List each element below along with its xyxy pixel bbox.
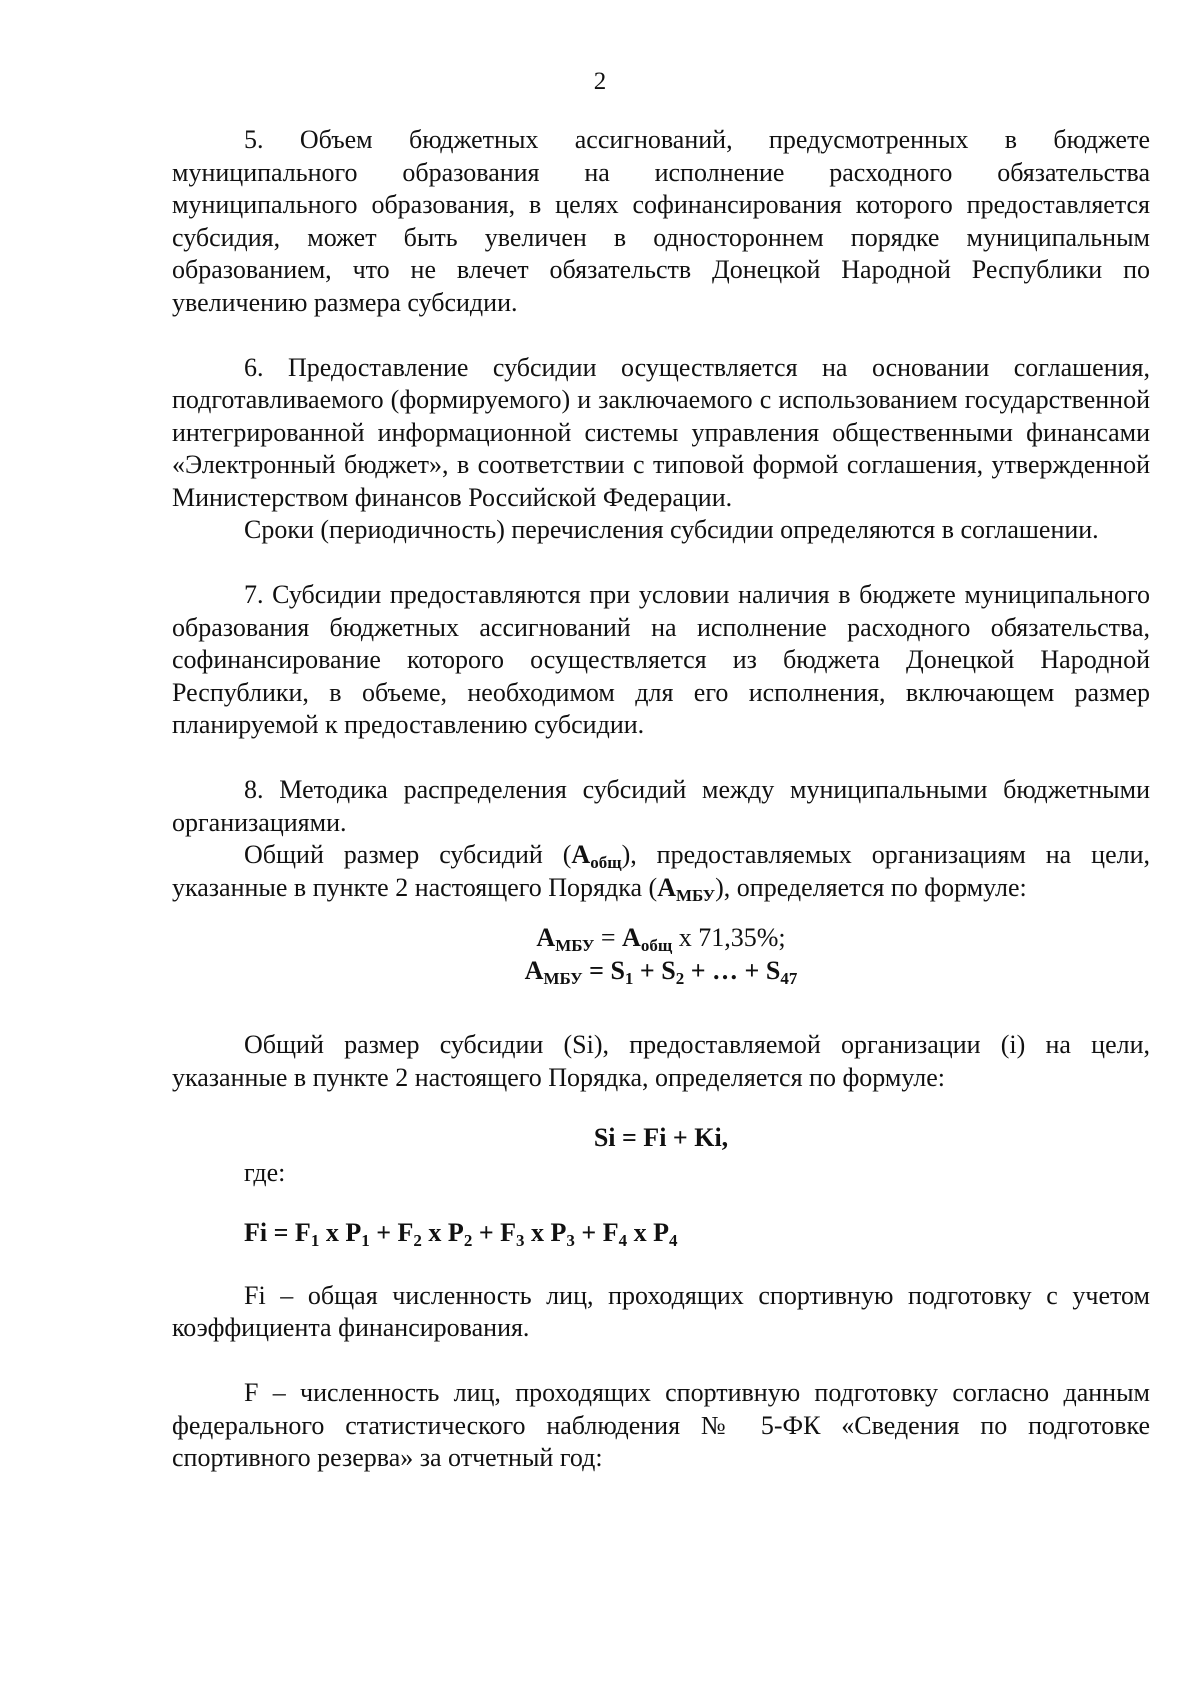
document-body <box>172 124 1150 1475</box>
definition-f: F – численность лиц, проходящих спортивную подготовку согласно данным федерального статистического наблюдения № 5-ФК «Сведения по подготовке спортивного резерва» за отчетный год: <box>172 1378 1150 1472</box>
page-number: 2 <box>593 68 607 95</box>
paragraph-7: 7. Субсидии предоставляются при условии наличия в бюджете муниципального образования бюджетных ассигнований на исполнение расходного обязательства, софинансирование которого осуществляется из бюджета Донецкой Народной Республики, в объеме, необходимом для его исполнения, включающем размер планируемой к предоставлению субсидии. <box>172 580 1150 739</box>
definition-fi: Fi – общая численность лиц, проходящих спортивную подготовку с учетом коэффициента финансирования. <box>172 1280 1150 1342</box>
formula-fi: $Fi = F_1$ х $P_1 + F_2$ х $P_2 + F_3$ х $P_3 + F_4$ х $P_4$ <box>244 1218 678 1250</box>
formula-si: Si = Fi + Ki, <box>593 1123 729 1152</box>
paragraph-6: 6. Предоставление субсидии осуществляется на основании соглашения, подготавливаемого (формируемого) и заключаемого с использованием государственной интегрированной информационной системы управления общественными финансами «Электронный бюджет», в соответствии с типовой формой соглашения, утвержденной Министерством финансов Российской Федерации. <box>172 352 1150 512</box>
paragraph-9: Общий размер субсидии (Si), предоставляемой организации (i) на цели, указанные в пункте 2 настоящего Порядка, определяется по формуле: <box>172 1030 1150 1092</box>
paragraph-8-total: Общий размер субсидий $(А_{общ})$, предоставляемых организациям на цели, указанные в пункте 2 настоящего Порядка $(А_{МБУ})$, определяется по формуле: <box>172 840 1150 905</box>
formula-amby-share: $А_{МБУ} = А_{общ}$ х 71,35%; <box>536 923 786 955</box>
paragraph-8: 8. Методика распределения субсидий между муниципальными бюджетными организациями. <box>172 775 1150 837</box>
paragraph-6-terms: Сроки (периодичность) перечисления субсидии определяются в соглашении. <box>244 515 1099 544</box>
formula-amby-sum: $А_{МБУ} = S_1 + S_2$ + … + $S_{47}$ <box>524 955 798 988</box>
paragraph-5: 5. Объем бюджетных ассигнований, предусмотренных в бюджете муниципального образования на исполнение расходного обязательства муниципального образования, в целях софинансирования которого предоставляется субсидия, может быть увеличен в одностороннем порядке муниципальным образованием, что не влечет обязательств Донецкой Народной Республики по увеличению размера субсидии. <box>172 125 1150 317</box>
where-label: где: <box>244 1157 286 1187</box>
